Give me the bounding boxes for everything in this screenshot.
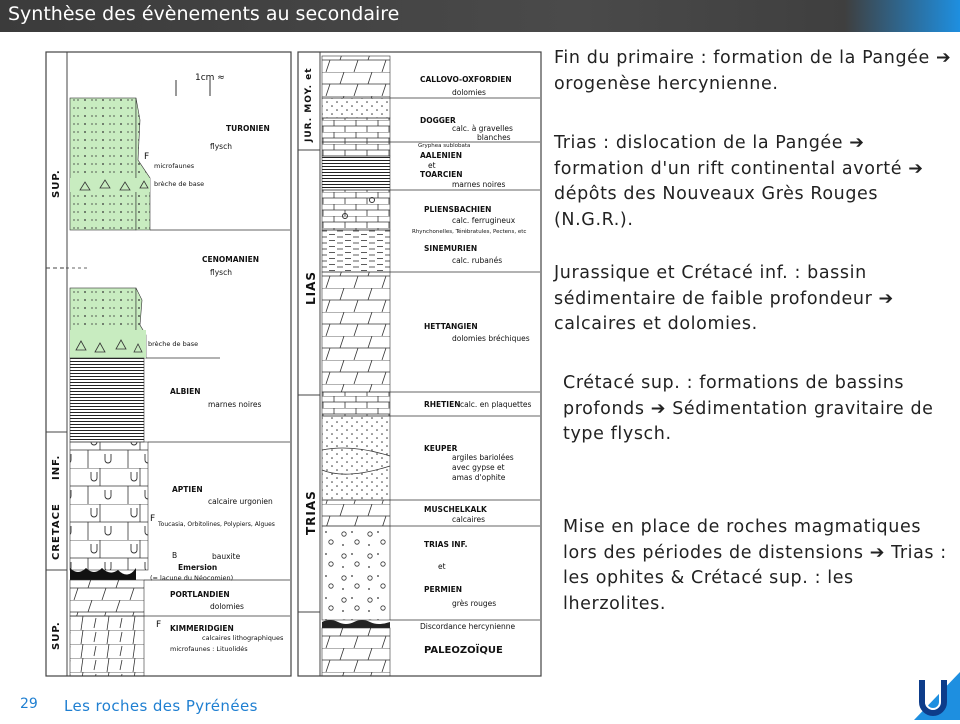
stage-aptien: APTIEN (172, 485, 203, 494)
university-u-logo-icon (906, 672, 960, 720)
portlandien-desc: dolomies (210, 602, 244, 611)
page-number: 29 (20, 696, 38, 712)
kimmeridgien-desc: calcaires lithographiques (202, 634, 284, 642)
stage-albien: ALBIEN (170, 387, 201, 396)
et2-label: et (438, 562, 446, 571)
breche1-label: brèche de base (154, 180, 205, 188)
paragraph-jurassique: Jurassique et Crétacé inf. : bassin sédimentaire de faible profondeur ➔ calcaires et dolomies. (554, 263, 894, 334)
stage-paleozoique: PALEOZOÏQUE (424, 645, 503, 656)
fossil-marker: F (156, 620, 162, 630)
footer-title: Les roches des Pyrénées (64, 697, 258, 715)
bauxite-label: bauxite (212, 552, 241, 561)
breche2-label: brèche de base (148, 340, 199, 348)
stage-aalenien: AALENIEN (420, 151, 462, 160)
period-sup-bottom: SUP. (51, 621, 62, 650)
stage-keuper: KEUPER (424, 444, 458, 453)
micro2-label: microfaunes : Lituolidés (170, 645, 248, 653)
emersion-label: Emersion (178, 563, 218, 572)
rhetien-desc: calc. en plaquettes (460, 400, 532, 409)
period-jur: JUR. MOY. et (304, 67, 314, 142)
dogger-desc: calc. à gravelles (452, 124, 513, 133)
albien-desc: marnes noires (208, 400, 262, 409)
aptien-desc: calcaire urgonien (208, 497, 273, 506)
stage-hettangien: HETTANGIEN (424, 322, 478, 331)
permien-desc: grès rouges (452, 599, 497, 608)
toarcien-desc: marnes noires (452, 180, 506, 189)
stage-portlandien: PORTLANDIEN (170, 590, 230, 599)
paragraph-pangee: Fin du primaire : formation de la Pangée ➔ orogenèse hercynienne. (554, 48, 952, 94)
bauxite-b: B (172, 551, 178, 560)
paragraph-trias: Trias : dislocation de la Pangée ➔ formation d'un rift continental avorté ➔ dépôts des Nouveaux Grès Rouges (N.G.R.). (554, 133, 924, 230)
aptien-fossils: Toucasia, Orbitolines, Polypiers, Algues (158, 521, 275, 528)
stage-toarcien: TOARCIEN (420, 170, 463, 179)
stage-kimmeridgien: KIMMERIDGIEN (170, 624, 234, 633)
gryphea-label: Gryphea sublobata (418, 143, 471, 149)
period-inf: INF. (51, 454, 62, 480)
et-label: et (428, 161, 436, 170)
lacune-label: (= lacune du Néocomien) (150, 574, 234, 582)
period-trias: TRIAS (304, 490, 318, 535)
slide-title: Synthèse des évènements au secondaire (8, 3, 400, 25)
period-sup-top: SUP. (51, 169, 62, 198)
fossil-marker: F (144, 152, 150, 162)
scale-label: 1cm ≈ (195, 73, 225, 83)
muschelkalk-desc: calcaires (452, 515, 486, 524)
cenomanien-desc: flysch (210, 268, 232, 277)
stage-trias-inf: TRIAS INF. (424, 540, 468, 549)
period-lias: LIAS (304, 270, 318, 305)
paragraph-cretace-sup: Crétacé sup. : formations de bassins profonds ➔ Sédimentation gravitaire de type flysch. (563, 373, 934, 444)
stage-callovo: CALLOVO-OXFORDIEN (420, 75, 512, 84)
stage-sinemurien: SINEMURIEN (424, 244, 478, 253)
stage-pliensbachien: PLIENSBACHIEN (424, 205, 492, 214)
discordance-label: Discordance hercynienne (420, 622, 516, 631)
stage-dogger: DOGGER (420, 116, 456, 125)
pliensbachien-desc: calc. ferrugineux (452, 216, 516, 225)
micro-label: microfaunes (154, 162, 195, 170)
paragraph-magmatisme: Mise en place de roches magmatiques lors des périodes de distensions ➔ Trias : les ophites & Crétacé sup. : les lherzolites. (563, 517, 947, 614)
keuper-desc: argiles bariolées (452, 453, 514, 462)
hettangien-desc: dolomies bréchiques (452, 334, 530, 343)
fossil-marker: F (150, 514, 156, 524)
sinemurien-desc: calc. rubanés (452, 256, 503, 265)
stage-rhetien: RHETIEN (424, 400, 461, 409)
stage-cenomanien: CENOMANIEN (202, 255, 260, 264)
keuper-desc2: avec gypse et (452, 463, 505, 472)
dogger-desc2: blanches (477, 133, 511, 142)
turonien-desc: flysch (210, 142, 232, 151)
stage-turonien: TURONIEN (226, 124, 270, 133)
stage-muschelkalk: MUSCHELKALK (424, 505, 487, 514)
pliens-fossils: Rhynchonelles, Térébratules, Pectens, etc (412, 229, 527, 235)
keuper-desc3: amas d'ophite (452, 473, 506, 482)
callovo-desc: dolomies (452, 88, 486, 97)
stage-permien: PERMIEN (424, 585, 463, 594)
period-cretace: CRETACE (51, 503, 62, 560)
